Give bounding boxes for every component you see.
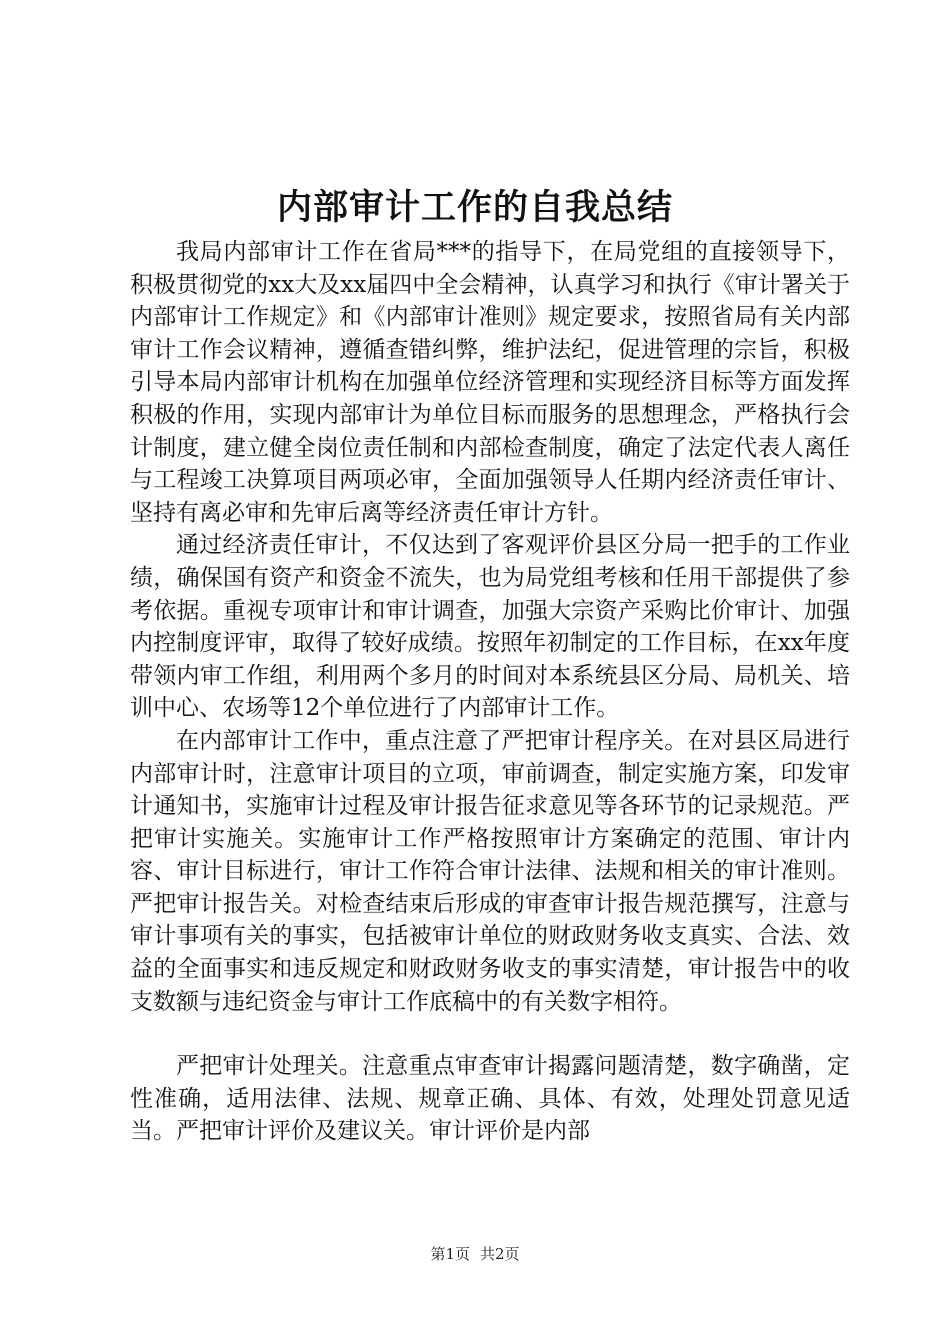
paragraph-2: 通过经济责任审计，不仅达到了客观评价县区分局一把手的工作业绩，确保国有资产和资金不流失，也为局党组考核和任用干部提供了参考依据。重视专项审计和审计调查，加强大宗资产采购比价审计、加强内控制度评审，取得了较好成绩。按照年初制定的工作目标，在xx年度带领内审工作组，利用两个多月的时间对本系统县区分局、局机关、培训中心、农场等12个单位进行了内部审计工作。 [130,532,850,722]
document-title: 内部审计工作的自我总结 [276,187,673,228]
page-count: 共2页 [480,1245,520,1263]
page-footer [0,1244,950,1264]
paragraph-4: 严把审计处理关。注意重点审查审计揭露问题清楚，数字确凿，定性准确，适用法律、法规、规章正确、具体、有效，处理处罚意见适当。严把审计评价及建议关。审计评价是内部 [130,1053,850,1145]
paragraph-3: 在内部审计工作中，重点注意了严把审计程序关。在对县区局进行内部审计时，注意审计项目的立项，审前调查，制定实施方案，印发审计通知书，实施审计过程及审计报告征求意见等各环节的记录规范。严把审计实施关。实施审计工作严格按照审计方案确定的范围、审计内容、审计目标进行，审计工作符合审计法律、法规和相关的审计准则。严把审计报告关。对检查结束后形成的审查审计报告规范撰写，注意与审计事项有关的事实，包括被审计单位的财政财务收支真实、合法、效益的全面事实和违反规定和财政财务收支的事实清楚，审计报告中的收支数额与违纪资金与审计工作底稿中的有关数字相符。 [130,727,850,1015]
document-body [130,236,850,1148]
page-number: 第1页 [430,1245,470,1263]
paragraph-1: 我局内部审计工作在省局***的指导下，在局党组的直接领导下，积极贯彻党的xx大及xx届四中全会精神，认真学习和执行《审计署关于内部审计工作规定》和《内部审计准则》规定要求，按照省局有关内部审计工作会议精神，遵循查错纠弊，维护法纪，促进管理的宗旨，积极引导本局内部审计机构在加强单位经济管理和实现经济目标等方面发挥积极的作用，实现内部审计为单位目标而服务的思想理念，严格执行会计制度，建立健全岗位责任制和内部检查制度，确定了法定代表人离任与工程竣工决算项目两项必审，全面加强领导人任期内经济责任审计、坚持有离必审和先审后离等经济责任审计方针。 [130,239,850,526]
